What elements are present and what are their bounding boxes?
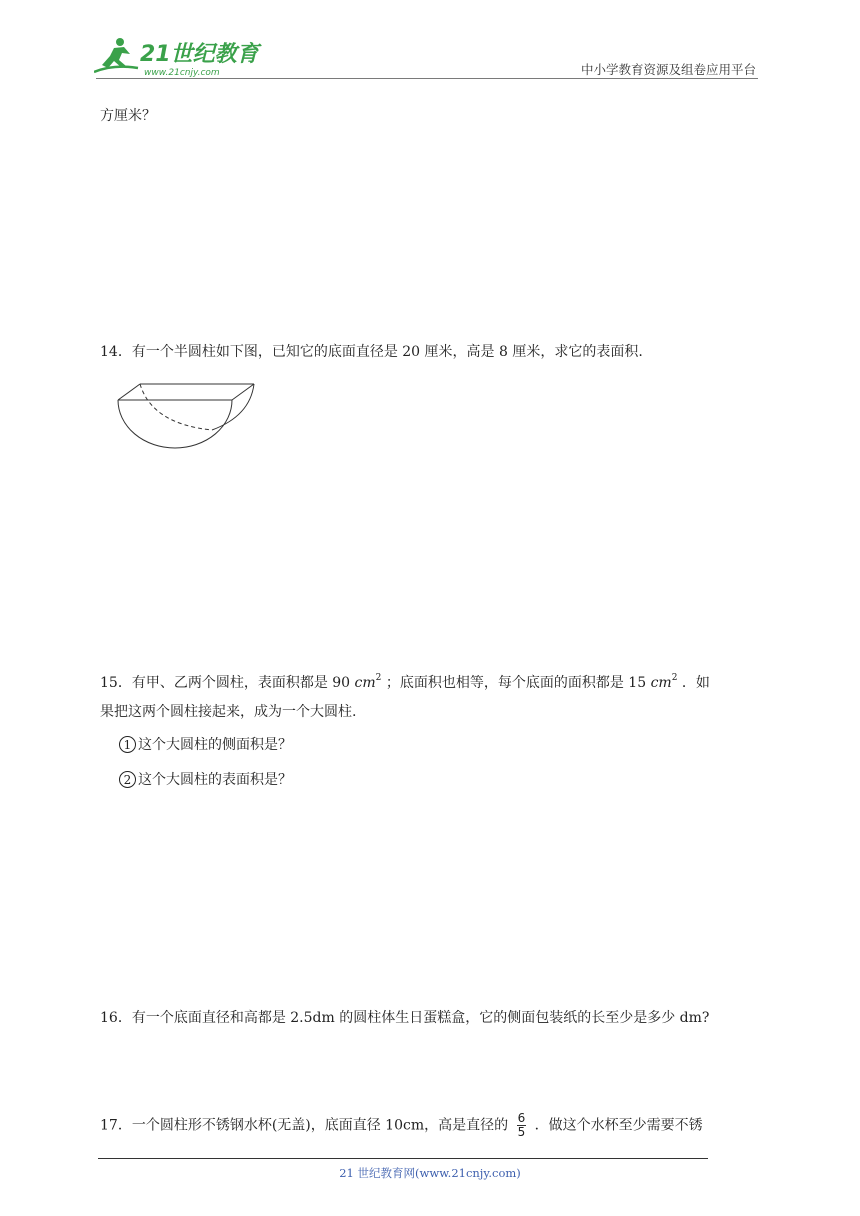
sub-2-text: 这个大圆柱的表面积是？	[138, 772, 292, 788]
footer-divider	[98, 1158, 708, 1159]
q17-text-a: 17．一个圆柱形不锈钢水杯(无盖)，底面直径 10cm，高是直径的	[100, 1117, 509, 1134]
fraction-denominator: 5	[517, 1125, 526, 1139]
circled-number-1: 1	[119, 736, 136, 753]
header-divider	[96, 78, 758, 79]
question-14: 14．有一个半圆柱如下图，已知它的底面直径是 20 厘米，高是 8 厘米，求它的表面积.	[100, 344, 643, 360]
question-16: 16．有一个底面直径和高都是 2.5dm 的圆柱体生日蛋糕盒，它的侧面包装纸的长至少是多少 dm?	[100, 1010, 710, 1026]
page-header	[0, 0, 860, 80]
half-cylinder-figure	[112, 378, 262, 456]
q15-text-b: ；底面积也相等，每个底面的面积都是 15	[385, 675, 647, 691]
question-15-line-1	[100, 668, 710, 693]
footer-link[interactable]: 21 世纪教育网(www.21cnjy.com)	[339, 1166, 521, 1180]
circled-number-2: 2	[119, 771, 136, 788]
logo-url-text: www.21cnjy.com	[144, 68, 220, 78]
logo-icon	[94, 34, 264, 78]
fraction-six-fifths	[517, 1112, 527, 1139]
q15-unit-1: $cm^2$	[354, 673, 382, 691]
site-title: 中小学教育资源及组卷应用平台	[580, 62, 756, 77]
question-15-sub-1	[119, 735, 292, 755]
question-15-line-2: 果把这两个圆柱接起来，成为一个大圆柱.	[100, 704, 357, 720]
sub-1-text: 这个大圆柱的侧面积是？	[138, 737, 292, 753]
logo-text: 21世纪教育	[140, 42, 259, 67]
q15-unit-2: $cm^2$	[650, 673, 678, 691]
fraction-numerator: 6	[517, 1111, 526, 1125]
q15-text-c: ．如	[681, 675, 710, 691]
continuation-text: 方厘米？	[100, 108, 156, 124]
q17-text-b: ．做这个水杯至少需要不锈	[534, 1117, 703, 1134]
question-17	[100, 1112, 703, 1139]
site-logo[interactable]	[94, 34, 264, 78]
question-15-sub-2	[119, 770, 292, 790]
q15-text-a: 15．有甲、乙两个圆柱，表面积都是 90	[100, 675, 351, 691]
